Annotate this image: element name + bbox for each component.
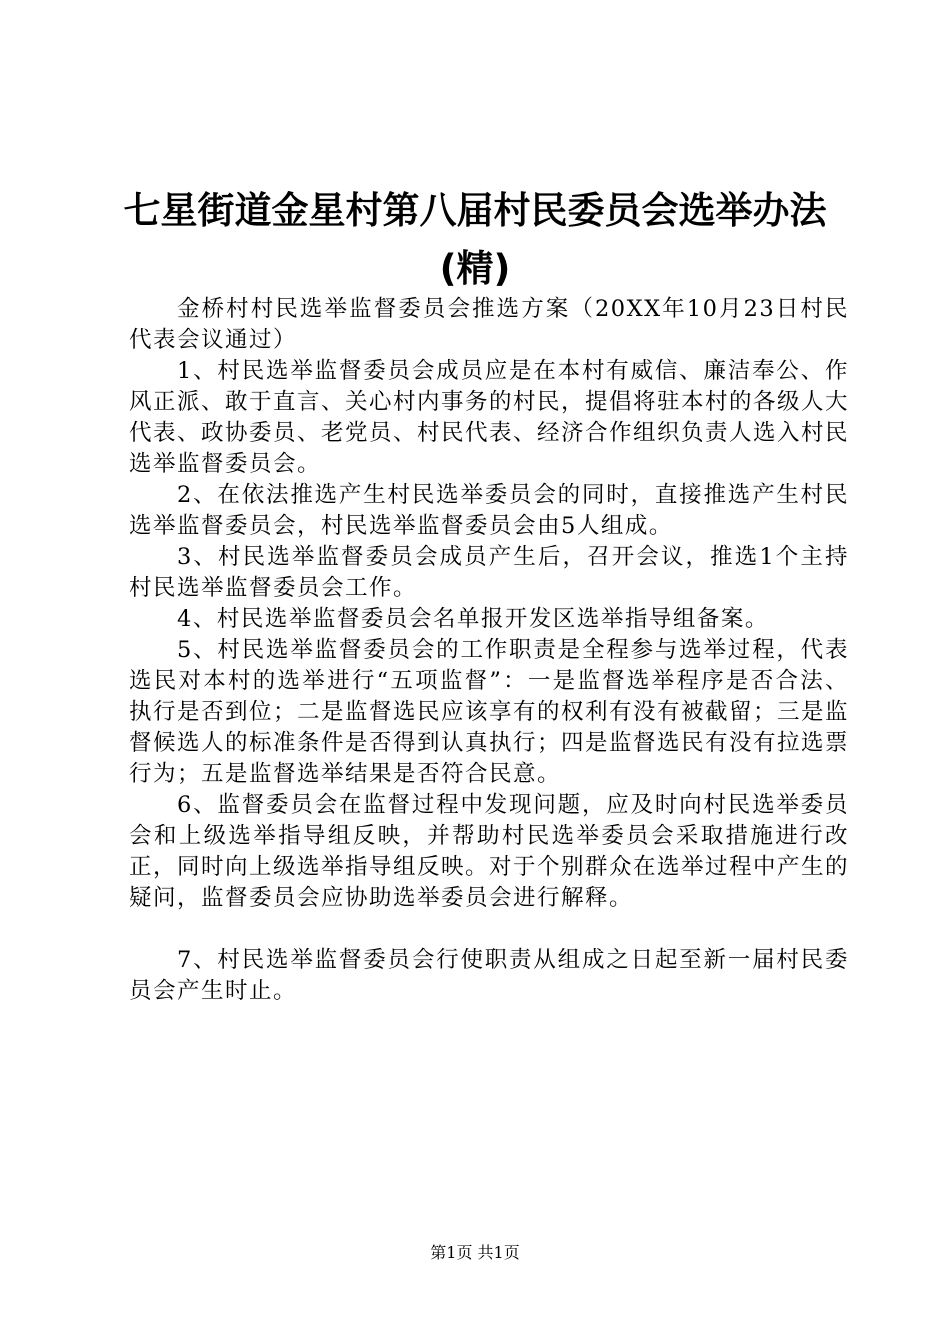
paragraph-item-4: 4、村民选举监督委员会名单报开发区选举指导组备案。 xyxy=(177,606,769,632)
paragraph-item-5: 5、村民选举监督委员会的工作职责是全程参与选举过程，代表选民对本村的选举进行“五项监督”：一是监督选举程序是否合法、执行是否到位；二是监督选民应该享有的权利有没有被截留；三是监督候选人的标准条件是否得到认真执行；四是监督选民有没有拉选票行为；五是监督选举结果是否符合民意。 xyxy=(129,637,850,787)
page-title: 七星街道金星村第八届村民委员会选举办法 xyxy=(123,189,827,232)
page-subtitle: (精) xyxy=(439,247,511,290)
paragraph-item-7: 7、村民选举监督委员会行使职责从组成之日起至新一届村民委员会产生时止。 xyxy=(129,947,849,1004)
document-body xyxy=(129,294,849,1007)
paragraph-item-2: 2、在依法推选产生村民选举委员会的同时，直接推选产生村民选举监督委员会，村民选举监督委员会由5人组成。 xyxy=(129,482,849,539)
paragraph-intro: 金桥村村民选举监督委员会推选方案（20XX年10月23日村民代表会议通过） xyxy=(129,296,849,353)
page-footer: 第1页 共1页 xyxy=(430,1243,520,1262)
paragraph-item-6: 6、监督委员会在监督过程中发现问题，应及时向村民选举委员会和上级选举指导组反映，并帮助村民选举委员会采取措施进行改正，同时向上级选举指导组反映。对于个别群众在选举过程中产生的疑问，监督委员会应协助选举委员会进行解释。 xyxy=(129,792,850,911)
paragraph-item-3: 3、村民选举监督委员会成员产生后，召开会议，推选1个主持村民选举监督委员会工作。 xyxy=(129,544,849,601)
paragraph-item-1: 1、村民选举监督委员会成员应是在本村有威信、廉洁奉公、作风正派、敢于直言、关心村内事务的村民，提倡将驻本村的各级人大代表、政协委员、老党员、村民代表、经济合作组织负责人选入村民选举监督委员会。 xyxy=(129,358,850,477)
